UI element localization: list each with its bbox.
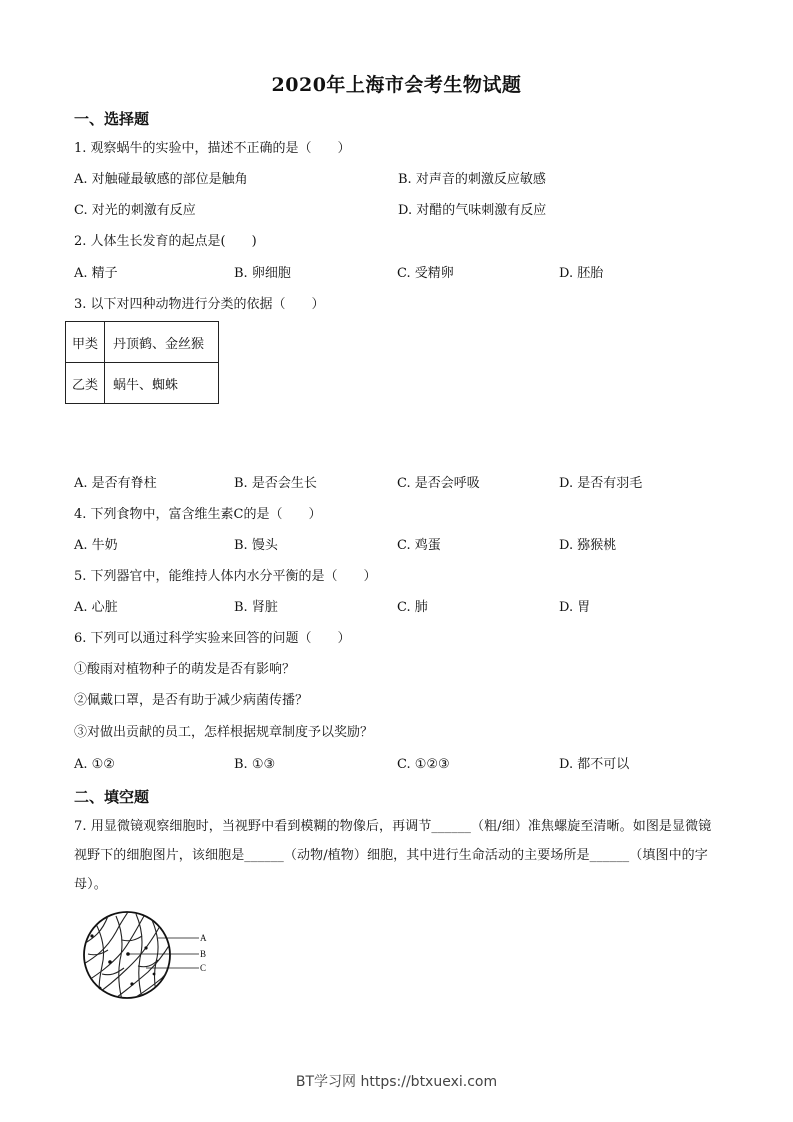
question-3-option-d: D. 是否有羽毛 (559, 476, 643, 491)
question-5-option-c: C. 肺 (397, 600, 428, 615)
classification-table (65, 321, 219, 404)
exam-title: 2020年上海市会考生物试题 (271, 74, 522, 96)
question-2-option-b: B. 卵细胞 (234, 266, 291, 281)
question-7-text: 7. 用显微镜观察细胞时，当视野中看到模糊的物像后，再调节______（粗/细）准焦螺旋至清晰。如图是显微镜视野下的细胞图片，该细胞是______（动物/植物）细胞，其中进行生命活动的主要场所是______（填图中的字母）。 (74, 819, 712, 892)
figure-label-a: A (200, 933, 207, 943)
question-6-option-a: A. ①② (74, 757, 115, 772)
question-6-statement-3: ③对做出贡献的员工，怎样根据规章制度予以奖励？ (74, 725, 374, 740)
question-6-option-c: C. ①②③ (397, 757, 450, 772)
table-row-value: 蜗牛、蜘蛛 (105, 363, 219, 404)
question-5-option-a: A. 心脏 (74, 600, 118, 615)
question-6-option-d: D. 都不可以 (559, 757, 630, 772)
question-2-option-a: A. 精子 (74, 266, 118, 281)
question-4-stem: 4. 下列食物中，富含维生素C的是（ ） (74, 507, 322, 522)
question-1-option-c: C. 对光的刺激有反应 (74, 203, 196, 218)
microscope-cell-figure (72, 910, 232, 1010)
question-1-option-d: D. 对醋的气味刺激有反应 (398, 203, 547, 218)
question-1-option-a: A. 对触碰最敏感的部位是触角 (74, 172, 248, 187)
question-3-option-a: A. 是否有脊柱 (74, 476, 157, 491)
question-6-statement-1: ①酸雨对植物种子的萌发是否有影响？ (74, 662, 296, 677)
question-4-option-c: C. 鸡蛋 (397, 538, 441, 553)
page-footer: BT学习网 https://btxuexi.com (295, 1074, 498, 1090)
figure-label-b: B (200, 949, 207, 959)
table-row-head: 甲类 (66, 322, 105, 363)
table-row (66, 322, 219, 363)
question-4-option-d: D. 猕猴桃 (559, 538, 617, 553)
question-6-statement-2: ②佩戴口罩，是否有助于减少病菌传播？ (74, 693, 309, 708)
question-2-option-c: C. 受精卵 (397, 266, 454, 281)
question-4-option-a: A. 牛奶 (74, 538, 118, 553)
question-5-option-b: B. 肾脏 (234, 600, 278, 615)
question-1-option-b: B. 对声音的刺激反应敏感 (398, 172, 546, 187)
table-row-value: 丹顶鹤、金丝猴 (105, 322, 219, 363)
question-3-option-b: B. 是否会生长 (234, 476, 317, 491)
question-6-stem: 6. 下列可以通过科学实验来回答的问题（ ） (74, 631, 351, 646)
question-2-option-d: D. 胚胎 (559, 266, 604, 281)
question-5-option-d: D. 胃 (559, 600, 591, 615)
question-5-stem: 5. 下列器官中，能维持人体内水分平衡的是（ ） (74, 569, 377, 584)
question-1-stem: 1. 观察蜗牛的实验中，描述不正确的是（ ） (74, 141, 351, 156)
table-row (66, 363, 219, 404)
question-2-stem: 2. 人体生长发育的起点是( ) (74, 234, 257, 249)
question-3-option-c: C. 是否会呼吸 (397, 476, 480, 491)
question-4-option-b: B. 馒头 (234, 538, 278, 553)
figure-label-c: C (200, 963, 207, 973)
section-fill-heading: 二、填空题 (74, 788, 150, 806)
question-6-option-b: B. ①③ (234, 757, 276, 772)
table-row-head: 乙类 (66, 363, 105, 404)
question-3-stem: 3. 以下对四种动物进行分类的依据（ ） (74, 297, 325, 312)
section-choice-heading: 一、选择题 (74, 110, 150, 128)
